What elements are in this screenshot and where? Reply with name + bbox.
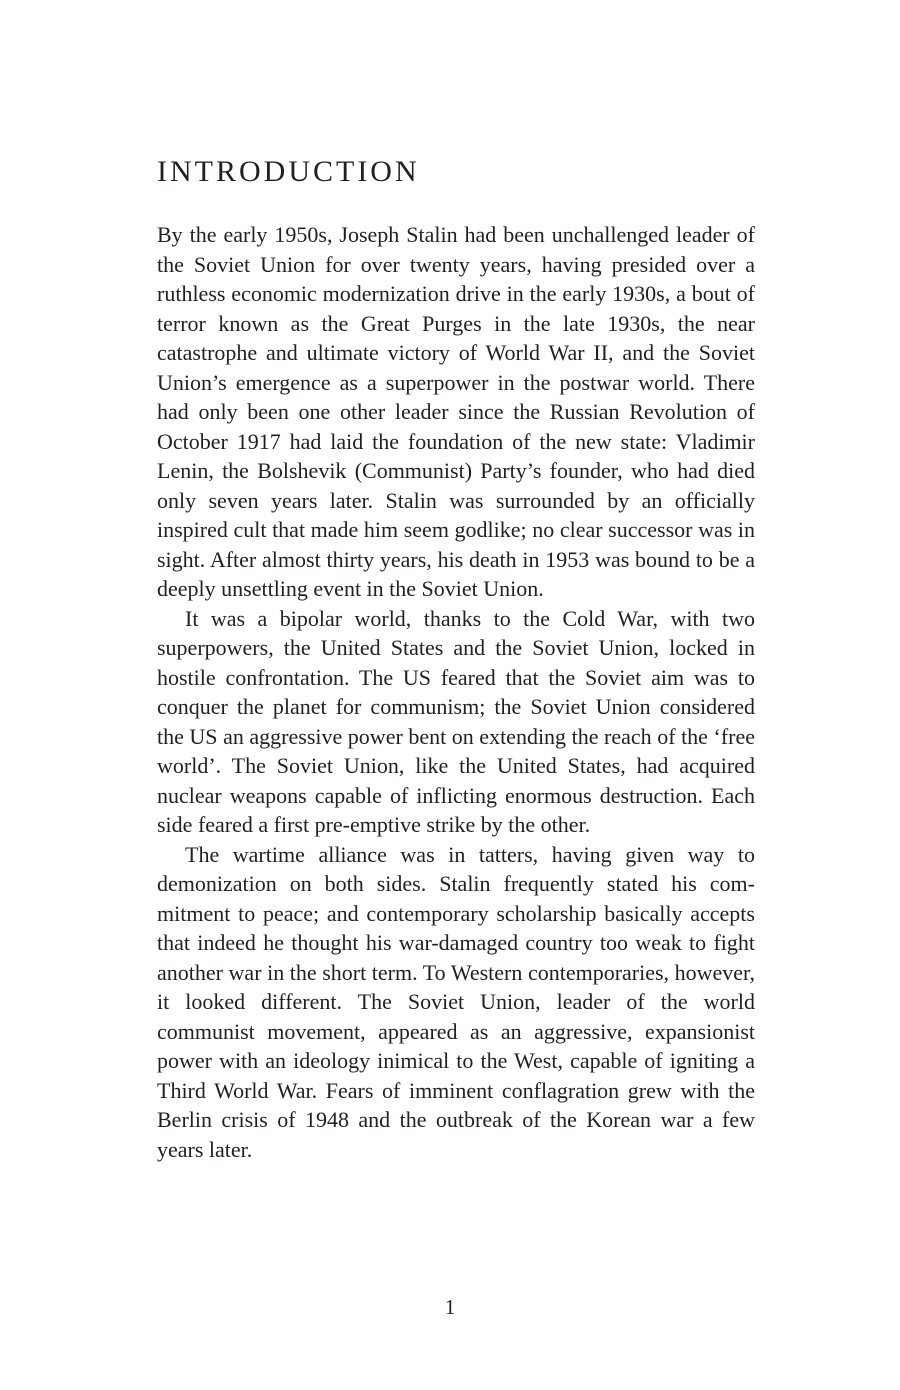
paragraph: It was a bipolar world, thanks to the Cold War, with two superpowers, the United States and the Soviet Union, locked in hostile confrontation. The US feared that the Soviet aim was to conquer the planet for communism; the Soviet Union considered the US an aggressive power bent on extending the reach of the ‘free world’. The Soviet Union, like the United States, had acquired nuclear weapons capable of inflicting enormous destruction. Each side feared a first pre-emptive strike by the other.: [157, 605, 755, 837]
paragraph: By the early 1950s, Joseph Stalin had been unchallenged leader of the Soviet Union for over twenty years, having presided over a ruthless economic modernization drive in the early 1930s, a bout of terror known as the Great Purges in the late 1930s, the near catastrophe and ultimate victory of World War II, and the Soviet Union’s emergence as a superpower in the postwar world. There had only been one other leader since the Russian Revolution of October 1917 had laid the foundation of the new state: Vladimir Lenin, the Bolshevik (Communist) Party’s founder, who had died only seven years later. Stalin was surrounded by an officially inspired cult that made him seem godlike; no clear successor was in sight. After almost thirty years, his death in 1953 was bound to be a deeply unsettling event in the Soviet Union.: [157, 222, 755, 601]
page-number: 1: [444, 1295, 456, 1319]
chapter-title: INTRODUCTION: [157, 155, 420, 188]
body-text: [157, 220, 755, 1164]
paragraph: The wartime alliance was in tatters, having given way to demonization on both sides. Stalin frequently stated his commitment to peace; and contemporary scholarship basically accepts that indeed he thought his war-damaged country too weak to fight another war in the short term. To Western contemporaries, however, it looked different. The Soviet Union, leader of the world communist movement, appeared as an aggressive, expansionist power with an ideology inimical to the West, capable of igniting a Third World War. Fears of imminent conflagration grew with the Berlin crisis of 1948 and the outbreak of the Korean war a few years later.: [157, 841, 755, 1162]
